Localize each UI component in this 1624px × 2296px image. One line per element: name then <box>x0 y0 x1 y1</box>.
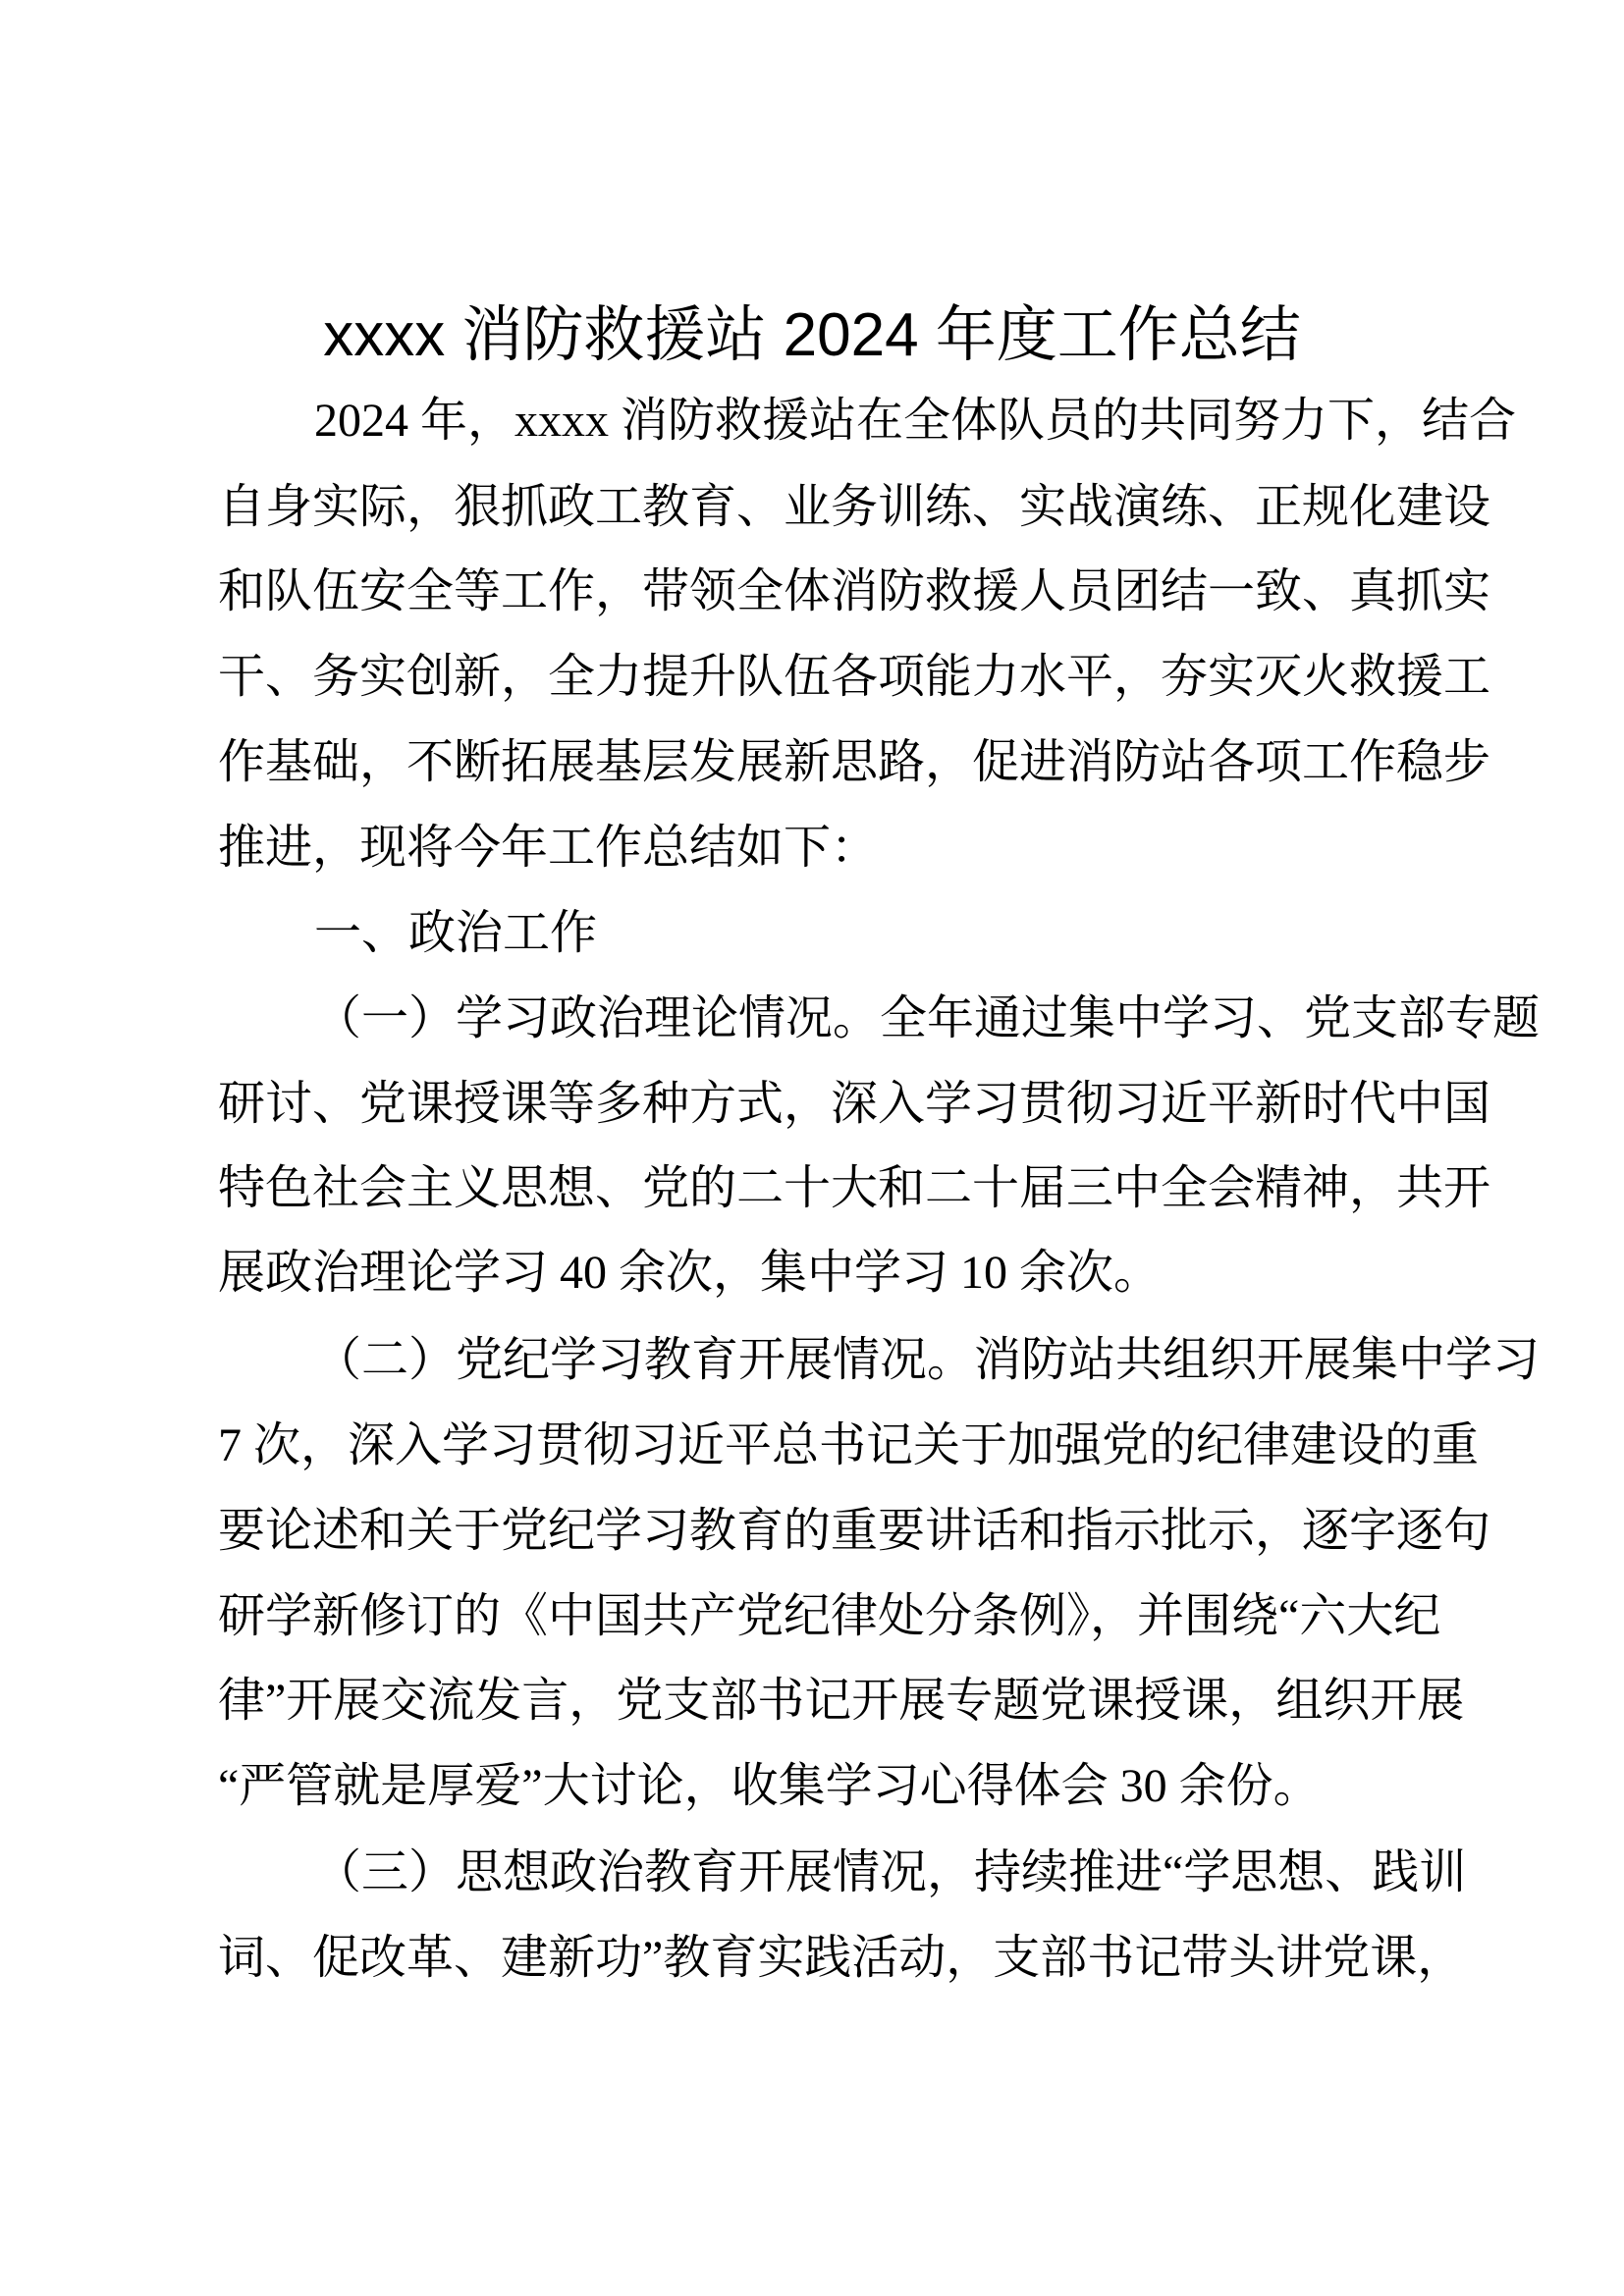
text-line: （一）学习政治理论情况。全年通过集中学习、党支部专题 <box>314 992 1541 1044</box>
text-line: 特色社会主义思想、党的二十大和二十届三中全会精神，共开 <box>218 1162 1491 1214</box>
text-line: 推进，现将今年工作总结如下： <box>218 822 879 874</box>
text-line: 2024 年，xxxx 消防救援站在全体队员的共同努力下，结合 <box>314 395 1517 447</box>
document-title: xxxx 消防救援站 2024 年度工作总结 <box>323 301 1301 369</box>
text-line: （三）思想政治教育开展情况，持续推进“学思想、践训 <box>314 1846 1467 1898</box>
text-line: （二）党纪学习教育开展情况。消防站共组织开展集中学习 <box>314 1334 1541 1386</box>
text-line: 要论述和关于党纪学习教育的重要讲话和指示批示，逐字逐句 <box>218 1505 1491 1557</box>
text-line: 律”开展交流发言，党支部书记开展专题党课授课，组织开展 <box>218 1675 1465 1727</box>
text-line: 作基础，不断拓展基层发展新思路，促进消防站各项工作稳步 <box>218 736 1491 788</box>
heading-political-work: 一、政治工作 <box>314 907 598 959</box>
text-line: 研讨、党课授课等多种方式，深入学习贯彻习近平新时代中国 <box>218 1078 1491 1130</box>
text-line: 和队伍安全等工作，带领全体消防救援人员团结一致、真抓实 <box>218 565 1491 617</box>
text-line: 研学新修订的《中国共产党纪律处分条例》，并围绕“六大纪 <box>218 1590 1441 1642</box>
text-line: 干、务实创新，全力提升队伍各项能力水平，夯实灭火救援工 <box>218 651 1491 703</box>
text-line: 展政治理论学习 40 余次，集中学习 10 余次。 <box>218 1247 1162 1299</box>
text-line: “严管就是厚爱”大讨论，收集学习心得体会 30 余份。 <box>218 1760 1321 1812</box>
text-line: 7 次，深入学习贯彻习近平总书记关于加强党的纪律建设的重 <box>218 1419 1480 1471</box>
text-line: 自身实际，狠抓政工教育、业务训练、实战演练、正规化建设 <box>218 481 1491 533</box>
text-line: 词、促改革、建新功”教育实践活动，支部书记带头讲党课， <box>218 1932 1465 1984</box>
